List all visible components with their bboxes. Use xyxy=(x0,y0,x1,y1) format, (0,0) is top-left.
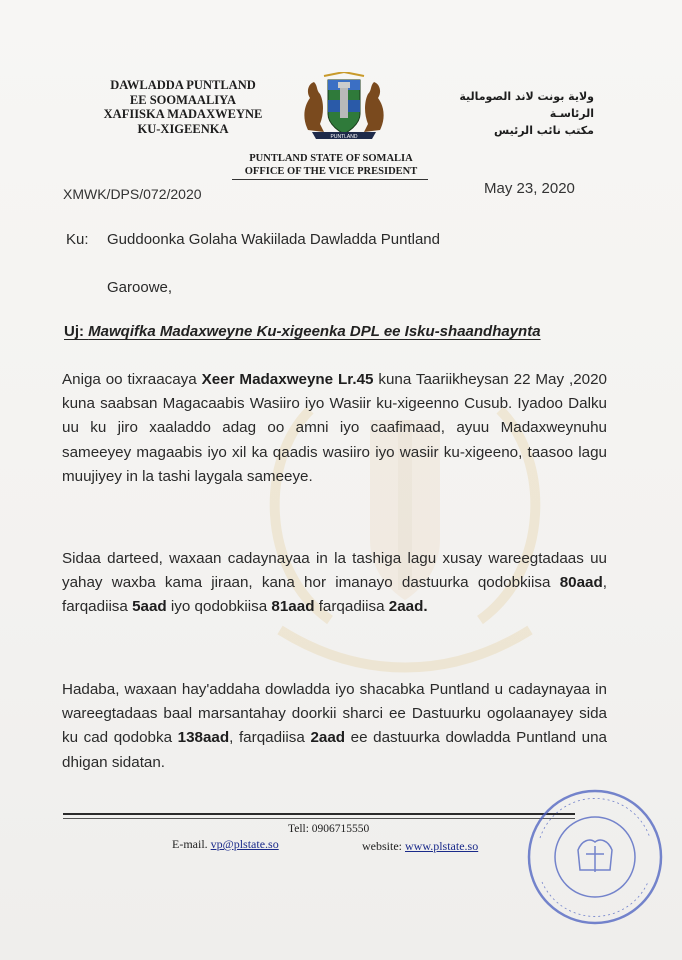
paragraph-text: Aniga oo tixraacaya xyxy=(62,371,202,388)
paragraph-text: ee dastuurka dowladda Puntland una dhigan sidatan. xyxy=(62,729,607,771)
paragraph-bold: Xeer Madaxweyne Lr.45 xyxy=(201,371,374,388)
website-link[interactable]: www.plstate.so xyxy=(405,839,479,853)
letterhead-line: OFFICE OF THE VICE PRESIDENT xyxy=(244,165,418,177)
paragraph-text: Sidaa darteed, waxaan cadaynayaa in la tashiga lagu xusay wareegtadaas uu yahay waxba kama jiraan, kana hor imanayo dastuurka qodobkiisa xyxy=(62,550,607,592)
email-link[interactable]: vp@plstate.so xyxy=(210,837,279,851)
paragraph-text: , farqadiisa xyxy=(62,574,607,616)
paragraph-bold: 80aad xyxy=(559,574,603,592)
subject-label: Uj: xyxy=(64,323,84,340)
paragraph-text: , farqadiisa xyxy=(229,729,311,747)
letterhead-line: XAFIISKA MADAXWEYNE xyxy=(103,107,263,121)
paragraph-text: Hadaba, waxaan hay'addaha dowladda iyo shacabka Puntland u cadaynayaa in wareegtadaas baal marsantahay doorkii sharci ee Dastuurku ogolaanayey sida ku cad qodobka xyxy=(62,681,607,747)
recipient-label: Ku: xyxy=(66,231,89,248)
official-stamp xyxy=(520,782,670,932)
paragraph-text: iyo qodobkiisa xyxy=(166,598,272,616)
letterhead-somali xyxy=(78,78,288,136)
crest-banner: PUNTLAND xyxy=(330,134,358,140)
footer-divider-thin xyxy=(63,818,575,819)
recipient-name: Guddoonka Golaha Wakiilada Dawladda Puntland xyxy=(107,231,440,248)
email-label: E-mail. xyxy=(172,837,211,851)
paragraph-bold: 5aad xyxy=(132,598,167,616)
recipient-city: Garoowe, xyxy=(107,279,173,296)
paragraph-bold: 2aad. xyxy=(388,598,428,616)
puntland-coat-of-arms xyxy=(294,72,394,140)
letterhead-divider xyxy=(232,179,428,180)
recipient xyxy=(66,231,440,248)
paragraph-text: kuna Taariikheysan 22 May ,2020 kuna saabsan Magacaabis Wasiiro iyo Wasiir ku-xigeenno Cusub. Iyadoo Dalku uu ku jiro xaaladdo adag oo amni iyo caafimaad, ayuu Madaxweynuhu sameeyey magaabis iyo xil ka qaadis wasiiro iyo wasiir ku-xigeeno, taasoo lagu muujiyey in la tashi laygala sameeye. xyxy=(62,371,607,485)
footer-website xyxy=(362,839,478,854)
paragraph-3 xyxy=(62,678,607,775)
footer-tel: Tell: 0906715550 xyxy=(288,823,370,835)
letterhead-line: مكتب نائب الرئيس xyxy=(494,124,594,137)
reference-number: XMWK/DPS/072/2020 xyxy=(63,186,202,202)
letterhead-line: KU-XIGEENKA xyxy=(137,121,229,136)
paragraph-bold: 81aad xyxy=(271,598,315,616)
letterhead-line: الرئاسـة xyxy=(549,107,594,120)
website-label: website: xyxy=(362,839,405,853)
letterhead-english xyxy=(226,153,436,178)
paragraph-bold: 2aad xyxy=(310,729,346,747)
paragraph-1 xyxy=(62,368,607,489)
letterhead-line: DAWLADDA PUNTLAND xyxy=(110,78,256,92)
letterhead-arabic xyxy=(416,88,594,139)
paragraph-bold: 138aad xyxy=(177,729,230,747)
letterhead-line: PUNTLAND STATE OF SOMALIA xyxy=(249,153,413,164)
footer-email xyxy=(172,837,279,852)
letter-date: May 23, 2020 xyxy=(484,180,575,197)
letterhead-line: ولاية بونت لاند الصومالية xyxy=(459,90,594,103)
paragraph-text: farqadiisa xyxy=(314,598,389,616)
subject-line xyxy=(64,323,541,340)
paragraph-2 xyxy=(62,547,607,620)
letterhead-line: EE SOOMAALIYA xyxy=(129,92,237,107)
footer-divider xyxy=(63,813,575,815)
subject-text: Mawqifka Madaxweyne Ku-xigeenka DPL ee Isku-shaandhaynta xyxy=(88,323,541,340)
